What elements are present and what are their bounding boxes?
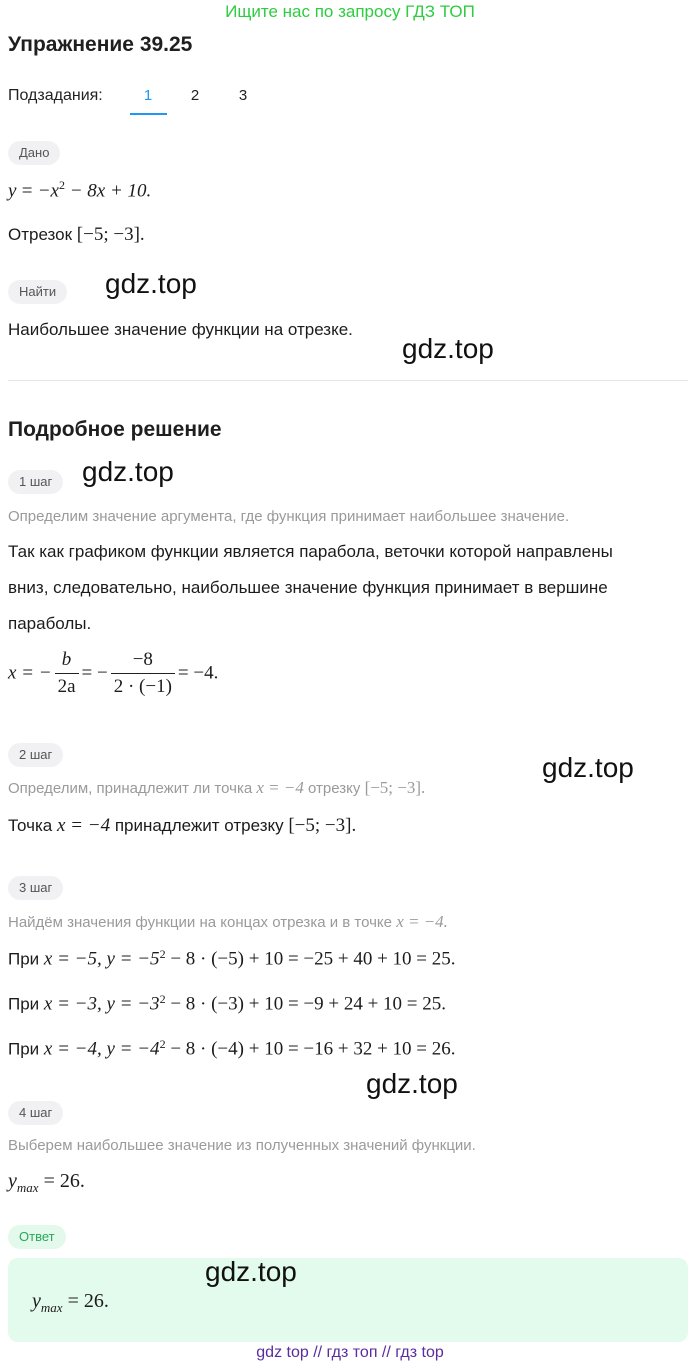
- step-1-line-2: вниз, следовательно, наибольшее значение функция принимает в вершине: [8, 578, 608, 597]
- text-segment: [−5; −3].: [288, 815, 357, 836]
- formula-sub: max: [16, 1180, 39, 1195]
- step-4-pill: 4 шаг: [8, 1101, 63, 1125]
- watermark: gdz.top: [205, 1256, 297, 1287]
- given-segment: [8, 224, 145, 246]
- step-2-pill: 2 шаг: [8, 743, 63, 767]
- row-lead: x = −4, y = −4: [43, 1038, 160, 1060]
- eq-sign: =: [21, 180, 33, 202]
- footer-links[interactable]: gdz top // гдз топ // гдз top: [256, 1344, 444, 1361]
- hint-middle: отрезку: [308, 780, 361, 797]
- step-1-line-1: Так как графиком функции является парабола, веточки которой направлены: [8, 542, 613, 561]
- fraction-denominator: 2a: [57, 676, 76, 697]
- step-3-hint: [8, 912, 448, 932]
- fraction-values: [111, 648, 175, 699]
- watermark: gdz.top: [82, 456, 174, 487]
- watermark: gdz.top: [105, 268, 197, 299]
- step-3-row: [8, 992, 446, 1016]
- hint-math: x = −4: [256, 778, 304, 797]
- find-text: Наибольшее значение функции на отрезке.: [8, 320, 353, 339]
- answer-var: y: [32, 1290, 41, 1312]
- tab-subtask-3[interactable]: 3: [238, 87, 248, 104]
- step-1-pill: 1 шаг: [8, 470, 63, 494]
- answer-box: [8, 1258, 688, 1342]
- row-prefix: При: [8, 994, 40, 1014]
- hint-segment: [−5; −3].: [364, 778, 426, 797]
- solution-title: Подробное решение: [8, 418, 222, 441]
- watermark: gdz.top: [366, 1068, 458, 1099]
- step-1-formula: [8, 648, 218, 699]
- find-pill: Найти: [8, 280, 67, 304]
- step-1-hint: Определим значение аргумента, где функция принимает наибольшее значение.: [8, 508, 570, 525]
- segment-value: [−5; −3].: [76, 224, 145, 245]
- given-equation: [8, 178, 151, 202]
- subtasks-label: Подзадания:: [8, 87, 103, 104]
- segment-label: Отрезок: [8, 225, 73, 244]
- formula-mid: = −: [81, 662, 108, 684]
- step-3-pill: 3 шаг: [8, 876, 63, 900]
- eq-lhs: y: [8, 180, 17, 202]
- step-1-line-3: параболы.: [8, 614, 92, 633]
- answer-formula: [32, 1290, 109, 1316]
- row-tail: − 8 · (−4) + 10 = −16 + 32 + 10 = 26.: [165, 1038, 456, 1060]
- hint-prefix: Найдём значения функции на концах отрезка и в точке: [8, 914, 393, 931]
- fraction-numerator: −8: [111, 648, 175, 674]
- step-4-formula: [8, 1170, 85, 1196]
- row-exponent: 2: [159, 947, 166, 961]
- page-title: Упражнение 39.25: [8, 33, 193, 56]
- step-2-text: [8, 815, 356, 837]
- row-tail: − 8 · (−5) + 10 = −25 + 40 + 10 = 25.: [165, 948, 456, 970]
- fraction-b-over-2a: [55, 648, 79, 699]
- active-tab-indicator: [130, 113, 167, 115]
- step-2-hint: [8, 778, 425, 798]
- tab-subtask-2[interactable]: 2: [190, 87, 200, 104]
- row-exponent: 2: [159, 992, 166, 1006]
- eq-exponent: 2: [58, 178, 65, 192]
- formula-var: y: [8, 1170, 17, 1192]
- formula-result: = −4.: [177, 662, 219, 684]
- eq-rhs: −x: [37, 180, 59, 202]
- formula-rest: = 26.: [38, 1170, 85, 1192]
- search-banner: Ищите нас по запросу ГДЗ ТОП: [225, 2, 475, 21]
- tab-subtask-1[interactable]: 1: [143, 87, 153, 104]
- watermark: gdz.top: [402, 333, 494, 364]
- text-math: x = −4: [57, 815, 111, 836]
- row-tail: − 8 · (−3) + 10 = −9 + 24 + 10 = 25.: [165, 993, 447, 1015]
- text-prefix: Точка: [8, 816, 53, 835]
- answer-rest: = 26.: [62, 1290, 109, 1312]
- step-3-row: [8, 1037, 456, 1061]
- row-prefix: При: [8, 1039, 40, 1059]
- section-divider: [8, 380, 688, 381]
- given-pill: Дано: [8, 141, 60, 165]
- eq-rest: − 8x + 10.: [64, 180, 152, 202]
- hint-prefix: Определим, принадлежит ли точка: [8, 780, 253, 797]
- hint-math: x = −4.: [396, 912, 448, 931]
- row-prefix: При: [8, 949, 40, 969]
- text-middle: принадлежит отрезку: [114, 816, 284, 835]
- row-exponent: 2: [159, 1037, 166, 1051]
- step-3-row: [8, 947, 456, 971]
- row-lead: x = −3, y = −3: [43, 993, 160, 1015]
- fraction-numerator: b: [55, 648, 79, 674]
- row-lead: x = −5, y = −5: [43, 948, 160, 970]
- fraction-denominator: 2 · (−1): [113, 676, 172, 697]
- answer-sub: max: [40, 1300, 63, 1315]
- step-4-hint: Выберем наибольшее значение из полученных значений функции.: [8, 1137, 476, 1154]
- answer-pill: Ответ: [8, 1225, 66, 1249]
- watermark: gdz.top: [542, 752, 634, 783]
- formula-lhs: x = −: [8, 662, 52, 684]
